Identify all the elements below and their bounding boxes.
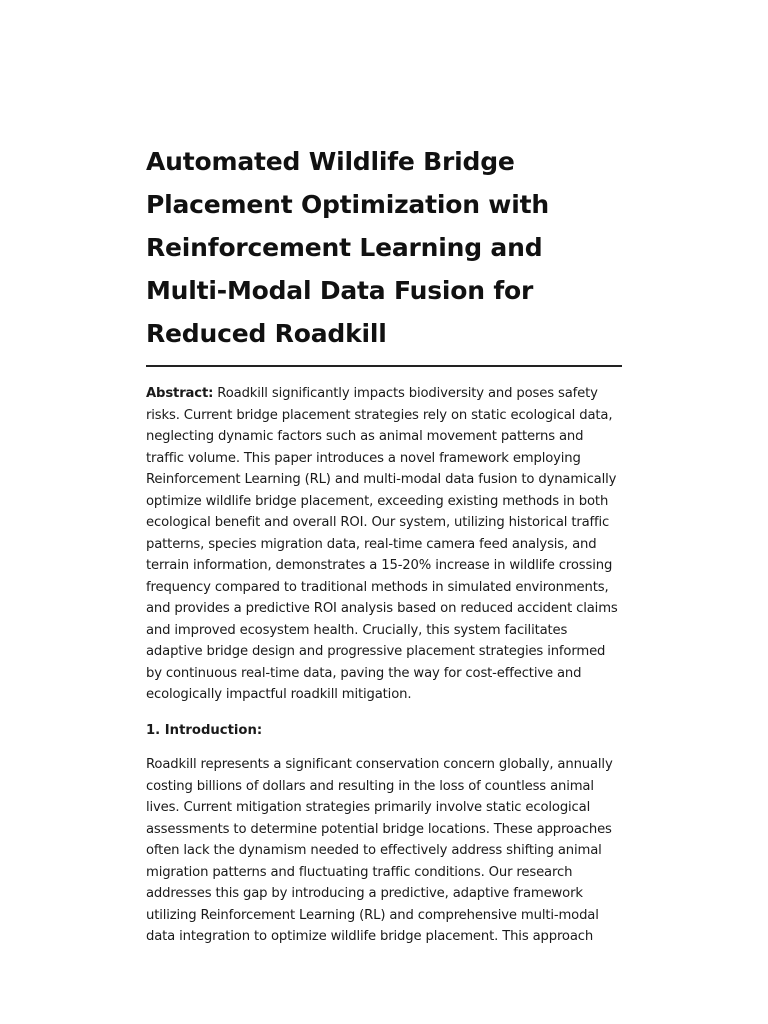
paper-page <box>146 140 622 948</box>
section-heading-introduction: 1. Introduction: <box>146 722 263 738</box>
introduction-paragraph: Roadkill represents a significant conservation concern globally, annually costing billions of dollars and resulting in the loss of countless animal lives. Current mitigation strategies primarily involve static ecological assessments to determine potential bridge locations. These approaches often lack the dynamism needed to effectively address shifting animal migration patterns and fluctuating traffic conditions. Our research addresses this gap by introducing a predictive, adaptive framework utilizing Reinforcement Learning (RL) and comprehensive multi-modal data integration to optimize wildlife bridge placement. This approach <box>146 757 613 944</box>
abstract-label: Abstract: <box>146 386 214 401</box>
abstract-text: Roadkill significantly impacts biodiversity and poses safety risks. Current bridge placement strategies rely on static ecological data, neglecting dynamic factors such as animal movement patterns and traffic volume. This paper introduces a novel framework employing Reinforcement Learning (RL) and multi-modal data fusion to dynamically optimize wildlife bridge placement, exceeding existing methods in both ecological benefit and overall ROI. Our system, utilizing historical traffic patterns, species migration data, real-time camera feed analysis, and terrain information, demonstrates a 15-20% increase in wildlife crossing frequency compared to traditional methods in simulated environments, and provides a predictive ROI analysis based on reduced accident claims and improved ecosystem health. Crucially, this system facilitates adaptive bridge design and progressive placement strategies informed by continuous real-time data, paving the way for cost-effective and ecologically impactful roadkill mitigation. <box>146 386 618 702</box>
title-divider <box>146 365 622 367</box>
abstract-paragraph <box>146 383 622 706</box>
paper-title: Automated Wildlife Bridge Placement Optimization with Reinforcement Learning and Multi-Modal Data Fusion for Reduced Roadkill <box>146 147 549 348</box>
